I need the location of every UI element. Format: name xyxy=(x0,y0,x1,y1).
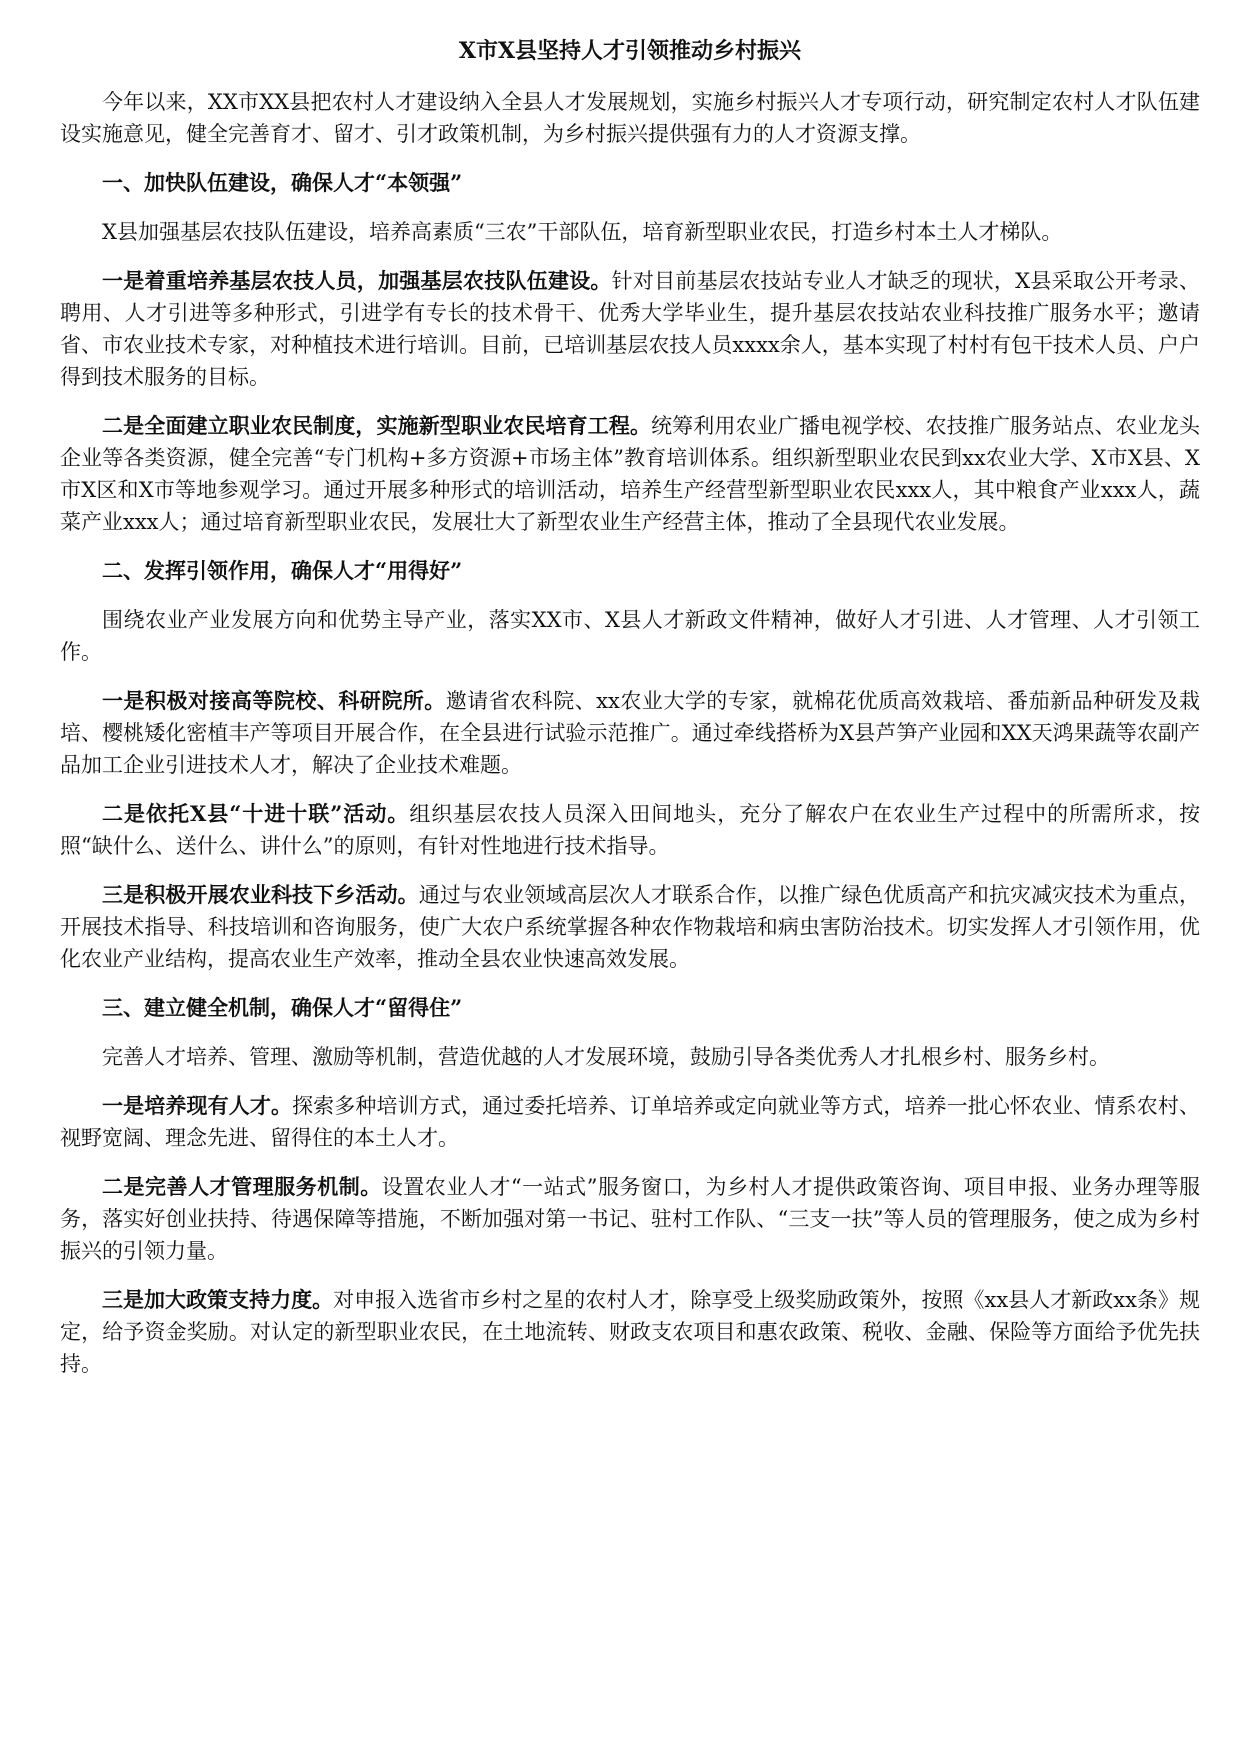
item-lead: 三是积极开展农业科技下乡活动。 xyxy=(102,882,419,907)
section-item xyxy=(60,798,1200,862)
item-lead: 三是加大政策支持力度。 xyxy=(102,1287,334,1312)
section-item xyxy=(60,265,1200,393)
section-item xyxy=(60,1284,1200,1380)
item-text: 针对目前基层农技站专业人才缺乏的现状，X县采取公开考录、聘用、人才引进等多种形式，引进学有专长的技术骨干、优秀大学毕业生，提升基层农技站农业科技推广服务水平；邀请省、市农业技术专家，对种植技术进行培训。目前，已培训基层农技人员xxxx余人，基本实现了村村有包干技术人员、户户得到技术服务的目标。 xyxy=(60,269,1200,389)
item-text: 探索多种培训方式，通过委托培养、订单培养或定向就业等方式，培养一批心怀农业、情系农村、视野宽阔、理念先进、留得住的本土人才。 xyxy=(60,1094,1200,1150)
section-item xyxy=(60,879,1200,975)
section-item xyxy=(60,685,1200,781)
intro-paragraph: 今年以来，XX市XX县把农村人才建设纳入全县人才发展规划，实施乡村振兴人才专项行动，研究制定农村人才队伍建设实施意见，健全完善育才、留才、引才政策机制，为乡村振兴提供强有力的人才资源支撑。 xyxy=(60,90,1200,146)
section-intro: 围绕农业产业发展方向和优势主导产业，落实XX市、X县人才新政文件精神，做好人才引进、人才管理、人才引领工作。 xyxy=(60,608,1200,664)
section-item xyxy=(60,1171,1200,1267)
item-lead: 二是依托X县“十进十联”活动。 xyxy=(102,801,410,826)
item-text: 对申报入选省市乡村之星的农村人才，除享受上级奖励政策外，按照《xx县人才新政xx条》规定，给予资金奖励。对认定的新型职业农民，在土地流转、财政支农项目和惠农政策、税收、金融、保险等方面给予优先扶持。 xyxy=(60,1288,1201,1376)
item-text: 邀请省农科院、xx农业大学的专家，就棉花优质高效栽培、番茄新品种研发及栽培、樱桃矮化密植丰产等项目开展合作，在全县进行试验示范推广。通过牵线搭桥为X县芦笋产业园和XX天鸿果蔬等农副产品加工企业引进技术人才，解决了企业技术难题。 xyxy=(60,689,1200,777)
section-heading: 三、建立健全机制，确保人才“留得住” xyxy=(102,995,463,1020)
section-heading: 二、发挥引领作用，确保人才“用得好” xyxy=(102,558,463,583)
section-item xyxy=(60,1090,1200,1154)
section-heading: 一、加快队伍建设，确保人才“本领强” xyxy=(102,170,463,195)
document-title: X市X县坚持人才引领推动乡村振兴 xyxy=(458,38,802,64)
item-text: 通过与农业领域高层次人才联系合作，以推广绿色优质高产和抗灾减灾技术为重点，开展技术指导、科技培训和咨询服务，使广大农户系统掌握各种农作物栽培和病虫害防治技术。切实发挥人才引领作用，优化农业产业结构，提高农业生产效率，推动全县农业快速高效发展。 xyxy=(60,883,1200,971)
section-intro: 完善人才培养、管理、激励等机制，营造优越的人才发展环境，鼓励引导各类优秀人才扎根乡村、服务乡村。 xyxy=(102,1045,1110,1069)
item-text: 设置农业人才“一站式”服务窗口，为乡村人才提供政策咨询、项目申报、业务办理等服务，落实好创业扶持、待遇保障等措施，不断加强对第一书记、驻村工作队、“三支一扶”等人员的管理服务，使之成为乡村振兴的引领力量。 xyxy=(60,1175,1201,1263)
section-intro: X县加强基层农技队伍建设，培养高素质“三农”干部队伍，培育新型职业农民，打造乡村本土人才梯队。 xyxy=(102,220,1063,244)
item-text: 统筹利用农业广播电视学校、农技推广服务站点、农业龙头企业等各类资源，健全完善“专门机构+多方资源+市场主体”教育培训体系。组织新型职业农民到xx农业大学、X市X县、X市X区和X市等地参观学习。通过开展多种形式的培训活动，培养生产经营型新型职业农民xxx人，其中粮食产业xxx人，蔬菜产业xxx人；通过培育新型职业农民，发展壮大了新型农业生产经营主体，推动了全县现代农业发展。 xyxy=(60,414,1201,534)
item-lead: 一是积极对接高等院校、科研院所。 xyxy=(102,688,446,713)
item-lead: 一是培养现有人才。 xyxy=(102,1093,293,1118)
item-lead: 一是着重培养基层农技人员，加强基层农技队伍建设。 xyxy=(102,268,612,293)
section-item xyxy=(60,410,1200,538)
item-lead: 二是完善人才管理服务机制。 xyxy=(102,1174,382,1199)
item-lead: 二是全面建立职业农民制度，实施新型职业农民培育工程。 xyxy=(102,413,652,438)
item-text: 组织基层农技人员深入田间地头，充分了解农户在农业生产过程中的所需所求，按照“缺什么、送什么、讲什么”的原则，有针对性地进行技术指导。 xyxy=(60,802,1201,858)
